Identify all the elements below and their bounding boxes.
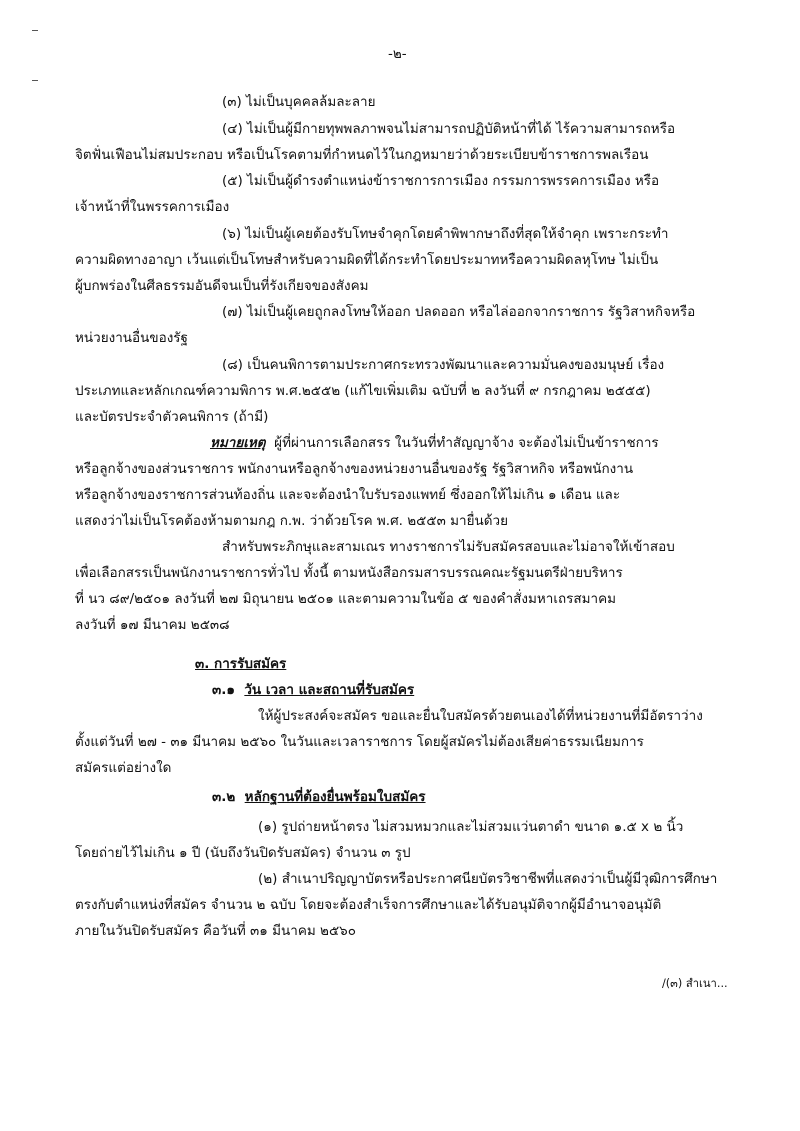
continuation-footer: /(๓) สำเนา... [662, 977, 728, 990]
text-line: ตรงกับตำแหน่งที่สมัคร จำนวน ๒ ฉบับ โดยจะต้องสำเร็จการศึกษาและได้รับอนุมัติจากผู้มีอำนาจอนุมัติ [75, 897, 662, 913]
margin-mark [32, 30, 38, 31]
text-line: จิตฟั่นเฟือนไม่สมประกอบ หรือเป็นโรคตามที่กำหนดไว้ในกฎหมายว่าด้วยระเบียบข้าราชการพลเรือน [75, 147, 649, 163]
section-3-heading: ๓. การรับสมัคร [195, 656, 287, 672]
page-number: -๒- [388, 46, 407, 62]
note-paragraph [210, 433, 659, 453]
text-line: หน่วยงานอื่นของรัฐ [75, 330, 188, 346]
text-line: ประเภทและหลักเกณฑ์ความพิการ พ.ศ.๒๕๕๒ (แก้ไขเพิ่มเติม ฉบับที่ ๒ ลงวันที่ ๙ กรกฎาคม ๒๕๕๕) [75, 383, 651, 399]
text-line: ลงวันที่ ๑๗ มีนาคม ๒๕๓๘ [75, 617, 230, 633]
text-line: ความผิดทางอาญา เว้นแต่เป็นโทษสำหรับความผิดที่ได้กระทำโดยประมาทหรือความผิดลหุโทษ ไม่เป็น [75, 252, 659, 268]
section-3-2-heading [212, 787, 426, 807]
text-line: ให้ผู้ประสงค์จะสมัคร ขอและยื่นใบสมัครด้วยตนเองได้ที่หน่วยงานที่มีอัตราว่าง [258, 708, 703, 724]
section-number: ๓.๑ [212, 682, 235, 698]
item-8: (๘) เป็นคนพิการตามประกาศกระทรวงพัฒนาและความมั่นคงของมนุษย์ เรื่อง [222, 357, 665, 373]
item-4: (๔) ไม่เป็นผู้มีกายทุพพลภาพจนไม่สามารถปฏิบัติหน้าที่ได้ ไร้ความสามารถหรือ [222, 121, 676, 137]
text-line: และบัตรประจำตัวคนพิการ (ถ้ามี) [75, 409, 269, 425]
note-text: ผู้ที่ผ่านการเลือกสรร ในวันที่ทำสัญญาจ้าง จะต้องไม่เป็นข้าราชการ [274, 435, 659, 451]
section-title: วัน เวลา และสถานที่รับสมัคร [244, 682, 415, 698]
text-line: สมัครแต่อย่างใด [75, 760, 172, 776]
margin-mark [32, 80, 38, 81]
item-7: (๗) ไม่เป็นผู้เคยถูกลงโทษให้ออก ปลดออก หรือไล่ออกจากราชการ รัฐวิสาหกิจหรือ [222, 304, 696, 320]
note-label: หมายเหตุ [210, 435, 266, 451]
text-line: ผู้บกพร่องในศีลธรรมอันดีจนเป็นที่รังเกียจของสังคม [75, 278, 369, 294]
item-6: (๖) ไม่เป็นผู้เคยต้องรับโทษจำคุกโดยคำพิพากษาถึงที่สุดให้จำคุก เพราะกระทำ [222, 226, 669, 242]
text-line: เจ้าหน้าที่ในพรรคการเมือง [75, 199, 230, 215]
doc-item-2: (๒) สำเนาปริญญาบัตรหรือประกาศนียบัตรวิชาชีพที่แสดงว่าเป็นผู้มีวุฒิการศึกษา [258, 871, 718, 887]
text-line: หรือลูกจ้างของราชการส่วนท้องถิ่น และจะต้องนำใบรับรองแพทย์ ซึ่งออกให้ไม่เกิน ๑ เดือน และ [75, 487, 621, 503]
section-number: ๓.๒ [212, 789, 236, 805]
doc-item-1: (๑) รูปถ่ายหน้าตรง ไม่สวมหมวกและไม่สวมแว่นตาดำ ขนาด ๑.๕ x ๒ นิ้ว [258, 819, 684, 835]
text-line: โดยถ่ายไว้ไม่เกิน ๑ ปี (นับถึงวันปิดรับสมัคร) จำนวน ๓ รูป [75, 845, 411, 861]
monk-paragraph: สำหรับพระภิกษุและสามเณร ทางราชการไม่รับสมัครสอบและไม่อาจให้เข้าสอบ [222, 539, 675, 555]
item-5: (๕) ไม่เป็นผู้ดำรงตำแหน่งข้าราชการการเมือง กรรมการพรรคการเมือง หรือ [222, 173, 660, 189]
text-line: ภายในวันปิดรับสมัคร คือวันที่ ๓๑ มีนาคม ๒๕๖๐ [75, 923, 356, 939]
section-title: หลักฐานที่ต้องยื่นพร้อมใบสมัคร [244, 789, 426, 805]
item-3: (๓) ไม่เป็นบุคคลล้มละลาย [222, 94, 376, 110]
text-line: แสดงว่าไม่เป็นโรคต้องห้ามตามกฎ ก.พ. ว่าด้วยโรค พ.ศ. ๒๕๕๓ มายื่นด้วย [75, 513, 508, 529]
section-3-1-heading [212, 680, 414, 700]
text-line: เพื่อเลือกสรรเป็นพนักงานราชการทั่วไป ทั้งนี้ ตามหนังสือกรมสารบรรณคณะรัฐมนตรีฝ่ายบริหาร [75, 565, 623, 581]
text-line: ตั้งแต่วันที่ ๒๗ - ๓๑ มีนาคม ๒๕๖๐ ในวันและเวลาราชการ โดยผู้สมัครไม่ต้องเสียค่าธรรมเนียมการ [75, 734, 644, 750]
text-line: ที่ นว ๘๙/๒๕๐๑ ลงวันที่ ๒๗ มิถุนายน ๒๕๐๑ และตามความในข้อ ๕ ของคำสั่งมหาเถรสมาคม [75, 591, 617, 607]
text-line: หรือลูกจ้างของส่วนราชการ พนักงานหรือลูกจ้างของหน่วยงานอื่นของรัฐ รัฐวิสาหกิจ หรือพนักงาน [75, 461, 634, 477]
